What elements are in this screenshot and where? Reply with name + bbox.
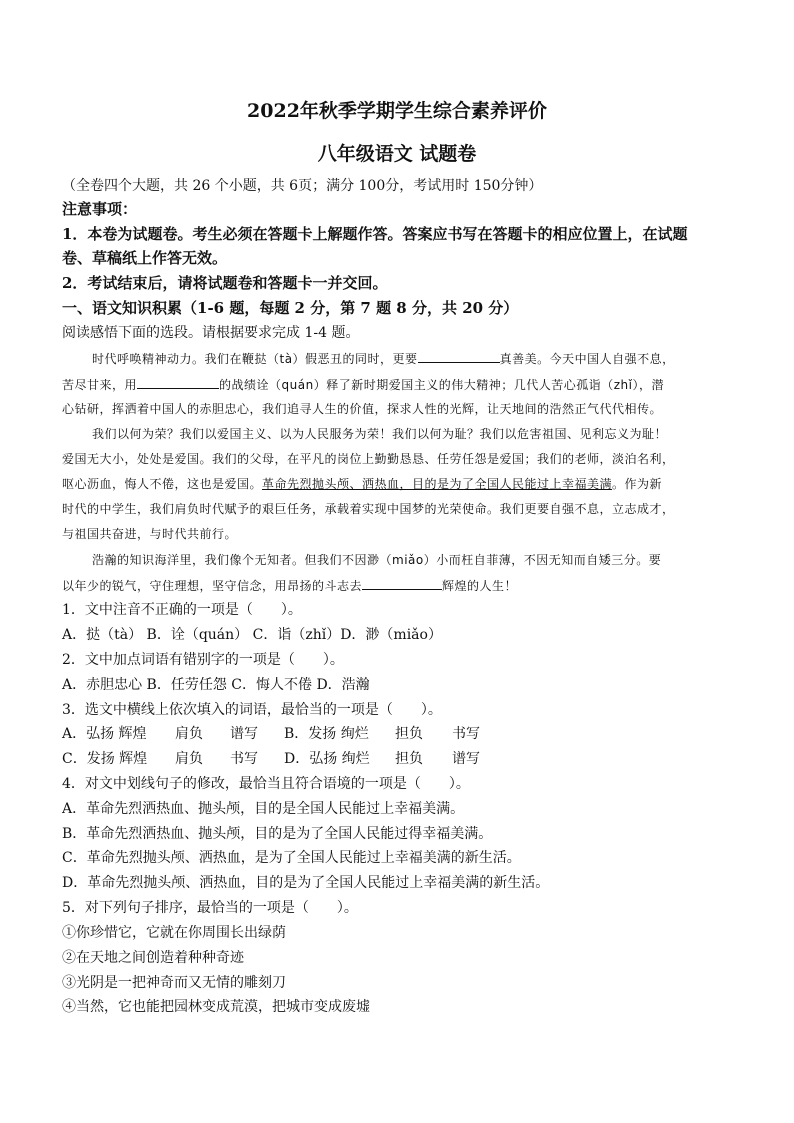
notice-item-1: 1．本卷为试题卷。考生必须在答题卡上解题作答。答案应书写在答题卡的相应位置上，在试题 [62,225,688,243]
fill-blank [137,374,219,389]
sentence-2: ②在天地之间创造着种种奇迹 [62,950,244,966]
passage-text: 呕心沥血，悔人不倦，这也是爱国。 [62,477,263,491]
option-b-words: B．发扬 绚烂 [284,726,369,742]
question-4: 4．对文中划线句子的修改，最恰当且符合语境的一项是（ ）。 [62,776,470,792]
question-1-options: A．挞（tà） B．诠（quán） C．诣（zhǐ）D．渺（miǎo） [62,627,442,643]
notice-heading: 注意事项： [62,200,138,218]
option-d-word: 担负 [395,751,423,767]
question-3-options-row [62,749,480,769]
option-a-word: 谱写 [230,726,258,742]
passage-line: 浩瀚的知识海洋里，我们像个无知者。但我们不因渺（miǎo）小而枉自菲薄，不因无知而自矮三分。要 [92,553,662,567]
option-c-word: 书写 [230,751,258,767]
question-1: 1．文中注音不正确的一项是（ ）。 [62,602,302,618]
question-5: 5．对下列句子排序，最恰当的一项是（ ）。 [62,900,358,916]
sentence-3: ③光阴是一把神奇而又无情的雕刻刀 [62,975,286,991]
question-2-options: A．赤胆忠心 B．任劳任怨 C．悔人不倦 D．浩瀚 [62,677,370,693]
passage-text: 辉煌的人生！ [442,579,518,593]
question-3-options-row [62,724,480,744]
underlined-sentence: 革命先烈抛头颅、洒热血，目的是为了全国人民能过上幸福美满 [262,477,613,491]
question-4-option-b: B．革命先烈洒热血、抛头颅，目的是为了全国人民能过得幸福美满。 [62,826,493,842]
notice-item-1-cont: 卷、草稿纸上作答无效。 [62,249,228,267]
question-4-option-d: D．革命先烈抛头颅、洒热血，目的是为了全国人民能过上幸福美满的新生活。 [62,875,550,891]
notice-item-2: 2．考试结束后，请将试题卷和答题卡一并交回。 [62,274,388,292]
fill-blank [418,348,500,363]
section-1-heading: 一、语文知识积累（1-6 题，每题 2 分，第 7 题 8 分，共 20 分） [62,299,519,317]
sentence-4: ④当然，它也能把园林变成荒漠，把城市变成废墟 [62,999,370,1015]
option-d-word: 谱写 [452,751,480,767]
passage-text: 时代呼唤精神动力。我们在鞭挞（tà）假恶丑的同时，更要 [92,352,418,366]
passage-line: 心钻研，挥洒着中国人的赤胆忠心，我们追寻人生的价值，探求人性的光辉，让天地间的浩然正气代代相传。 [62,402,663,416]
passage-text: 真善美。今天中国人自强不息， [499,352,675,366]
question-3: 3．选文中横线上依次填入的词语，最恰当的一项是（ ）。 [62,702,442,718]
option-c-words: C．发扬 辉煌 [62,751,148,767]
question-2: 2．文中加点词语有错别字的一项是（ ）。 [62,652,344,668]
option-d-words: D．弘扬 绚烂 [284,751,370,767]
exam-subtitle: 八年级语文 试题卷 [317,143,477,165]
passage-line: 时代的中学生，我们肩负时代赋予的艰巨任务，承载着实现中国梦的光荣使命。我们更要自强不息，立志成才， [62,502,675,516]
option-a-word: 肩负 [175,726,203,742]
passage-line [92,348,675,369]
passage-line: 我们以何为荣？我们以爱国主义、以为人民服务为荣！我们以何为耻？我们以危害祖国、见利忘义为耻！ [92,427,668,441]
passage-line: 与祖国共奋进，与时代共前行。 [62,527,238,541]
passage-line [62,575,517,596]
fill-blank [362,575,442,590]
passage-line [62,474,662,494]
option-b-word: 担负 [395,726,423,742]
option-c-word: 肩负 [175,751,203,767]
passage-text: 的战绩诠（quán）释了新时期爱国主义的伟大精神；几代人苦心孤诣（zhǐ），潜 [219,378,664,392]
passage-text: 以年少的锐气，守住理想，坚守信念，用昂扬的斗志去 [62,579,363,593]
passage-text: 苦尽甘来，用 [62,378,138,392]
option-b-word: 书写 [452,726,480,742]
exam-info: （全卷四个大题，共 26 个小题，共 6页；满分 100分，考试用时 150分钟） [62,178,543,194]
question-4-option-c: C．革命先烈抛头颅、洒热血，是为了全国人民能过上幸福美满的新生活。 [62,850,521,866]
option-a-words: A．弘扬 辉煌 [62,726,147,742]
section-1-intro: 阅读感悟下面的选段。请根据要求完成 1-4 题。 [62,325,360,341]
passage-text: 。作为新 [612,477,663,491]
passage-line: 爱国无大小，处处是爱国。我们的父母，在平凡的岗位上勤勤恳恳、任劳任怨是爱国；我们的老师，淡泊名利， [62,452,675,466]
sentence-1: ①你珍惜它，它就在你周围长出绿荫 [62,925,286,941]
exam-title: 2022年秋季学期学生综合素养评价 [247,100,547,122]
question-4-option-a: A．革命先烈洒热血、抛头颅，目的是全国人民能过上幸福美满。 [62,801,465,817]
passage-line [62,374,664,395]
